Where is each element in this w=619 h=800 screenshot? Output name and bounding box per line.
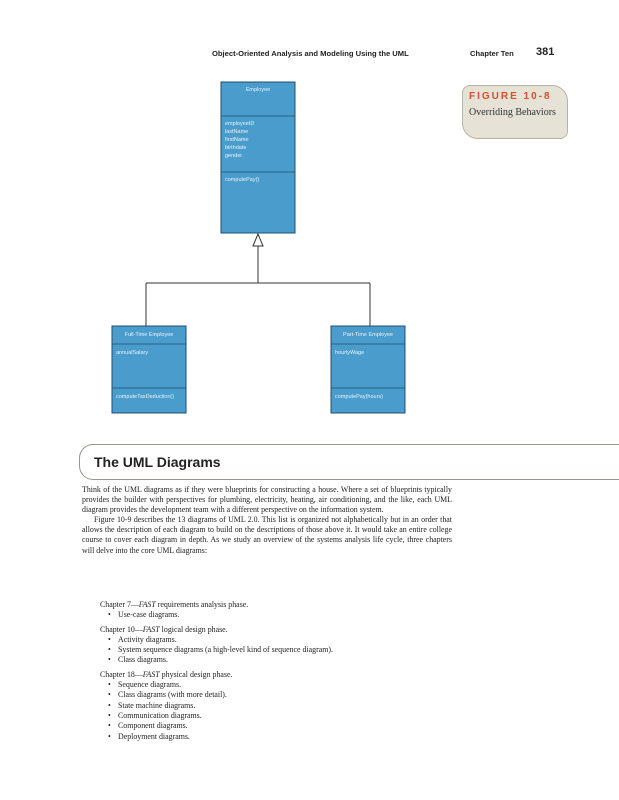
- class-part-time-op: computePay(hours): [335, 394, 383, 400]
- class-employee-attr: birthdate: [225, 145, 247, 151]
- list-item: • Class diagrams (with more detail).: [108, 690, 460, 700]
- class-full-time-employee: [112, 326, 186, 413]
- chapter-block: [100, 670, 460, 742]
- chapter-heading-suffix: logical design phase.: [159, 624, 228, 634]
- chapter-heading: [100, 600, 460, 610]
- class-part-time-attr: hourlyWage: [335, 350, 365, 356]
- generalization-connector: [146, 234, 370, 326]
- chapter-list: [100, 600, 460, 746]
- chapter-heading-prefix: Chapter 18—: [100, 669, 143, 679]
- class-part-time-name: Part-Time Employee: [343, 332, 393, 338]
- class-employee-op: computePay(): [225, 177, 260, 183]
- body-text: [82, 485, 452, 556]
- class-employee-attr: firstName: [225, 137, 249, 143]
- chapter-heading: [100, 670, 460, 680]
- list-item: • Use-case diagrams.: [108, 610, 460, 620]
- class-part-time-employee: [331, 326, 405, 413]
- chapter-block: [100, 600, 460, 621]
- list-item: • System sequence diagrams (a high-level kind of sequence diagram).: [108, 645, 460, 655]
- list-item: • State machine diagrams.: [108, 701, 460, 711]
- chapter-block: [100, 625, 460, 666]
- list-item: • Class diagrams.: [108, 655, 460, 665]
- class-employee: [221, 82, 295, 233]
- chapter-heading-suffix: physical design phase.: [159, 669, 233, 679]
- generalization-arrowhead-icon: [253, 234, 263, 246]
- list-item: • Sequence diagrams.: [108, 680, 460, 690]
- running-head-title: Object-Oriented Analysis and Modeling Using the UML: [212, 49, 409, 58]
- class-employee-attr: employeeID: [225, 121, 255, 127]
- class-full-time-attr: annualSalary: [116, 350, 149, 356]
- class-employee-attr: gender: [225, 153, 243, 159]
- running-head-chapter: Chapter Ten: [470, 49, 514, 58]
- chapter-heading-prefix: Chapter 10—: [100, 624, 143, 634]
- list-item: • Component diagrams.: [108, 721, 460, 731]
- page-number: 381: [536, 46, 555, 58]
- chapter-heading-suffix: requirements analysis phase.: [155, 600, 249, 609]
- chapter-heading-fast: FAST: [138, 600, 156, 609]
- paragraph: Figure 10-9 describes the 13 diagrams of UML 2.0. This list is organized not alphabetically but in an order that allows the description of each diagram to build on the descriptions of those above it. It would take an entire college course to cover each diagram in depth. As we study an overview of the systems analysis life cycle, three chapters will delve into the core UML diagrams:: [82, 515, 452, 555]
- chapter-heading-fast: FAST: [142, 624, 160, 634]
- figure-caption: Overriding Behaviors: [469, 107, 556, 118]
- paragraph: Think of the UML diagrams as if they were blueprints for constructing a house. Where a set of blueprints typically provides the builder with perspectives for plumbing, electricity, heating, air conditioning, and the like, each UML diagram provides the development team with a different perspective on the information system.: [82, 485, 452, 515]
- chapter-heading-prefix: Chapter 7—: [100, 600, 139, 609]
- section-heading-box: [79, 444, 619, 480]
- class-full-time-name: Full-Time Employee: [124, 332, 174, 338]
- list-item: • Deployment diagrams.: [108, 732, 460, 742]
- list-item: • Communication diagrams.: [108, 711, 460, 721]
- chapter-heading-fast: FAST: [142, 669, 160, 679]
- section-title: The UML Diagrams: [94, 454, 221, 470]
- class-employee-name: Employee: [245, 87, 271, 93]
- figure-label: FIGURE 10-8: [469, 91, 552, 102]
- list-item: • Activity diagrams.: [108, 635, 460, 645]
- class-employee-attr: lastName: [225, 129, 249, 135]
- class-full-time-op: computeTaxDeduction(): [116, 394, 175, 400]
- chapter-heading: [100, 625, 460, 635]
